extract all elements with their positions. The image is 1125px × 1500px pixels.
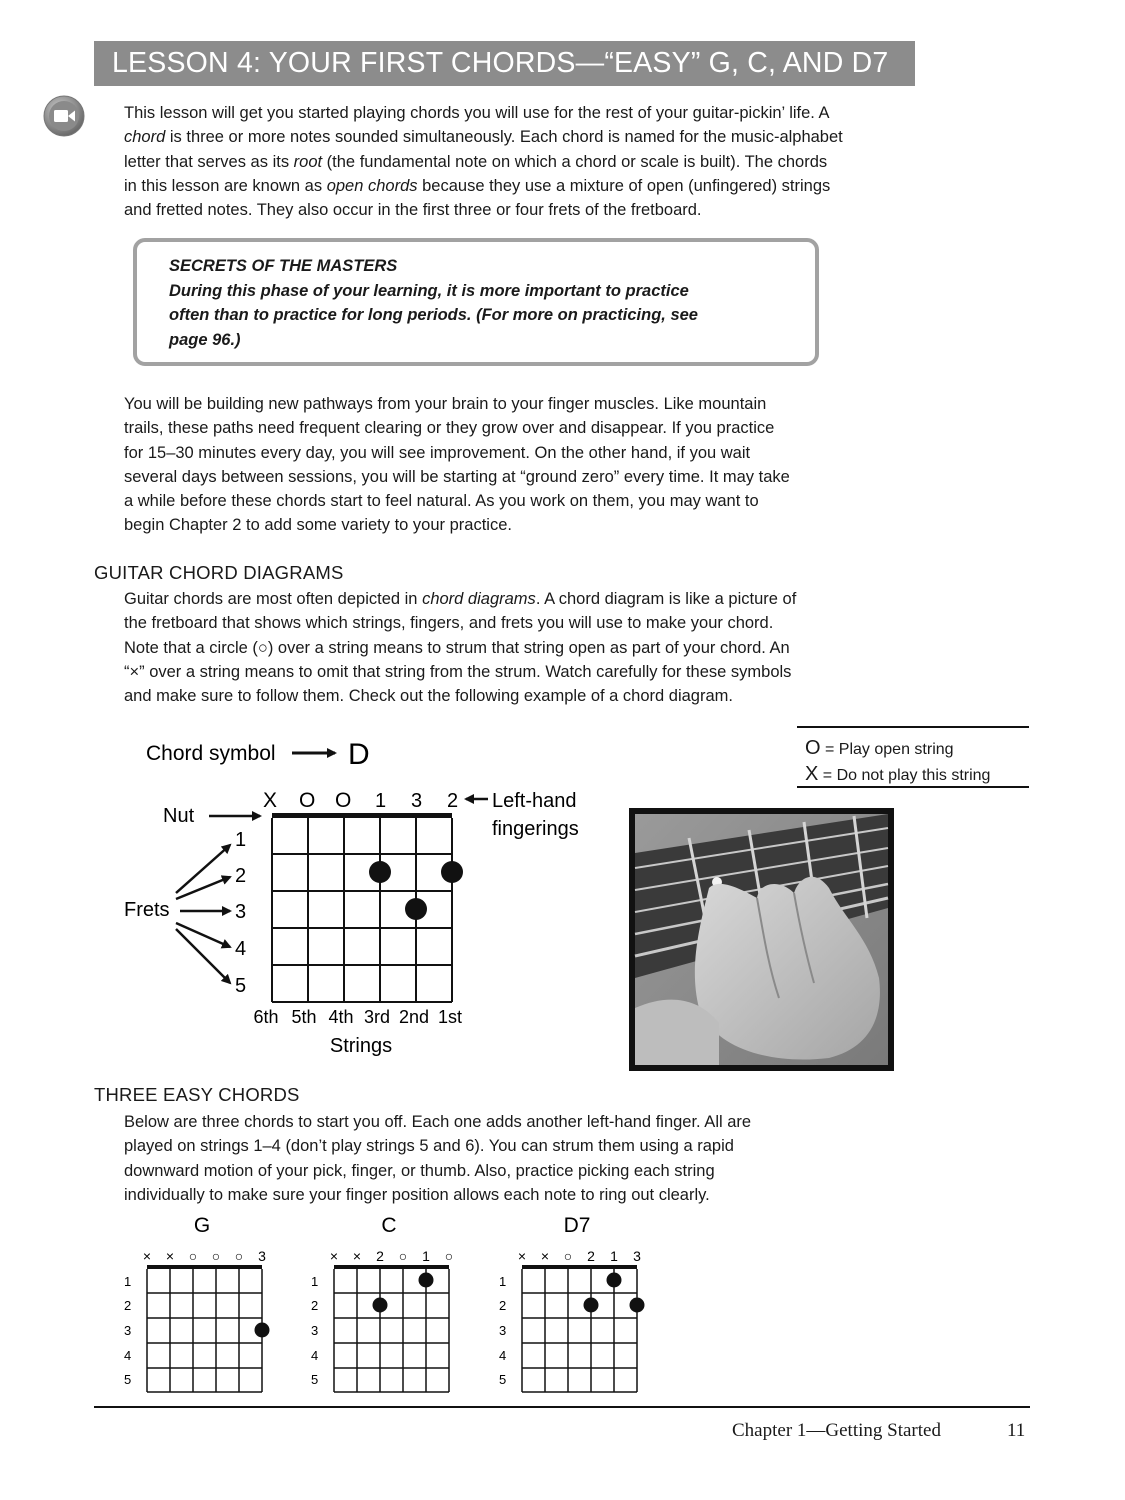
string-marker: × bbox=[517, 1248, 527, 1264]
fret-number: 5 bbox=[499, 1372, 507, 1387]
finger-dot bbox=[373, 1298, 388, 1313]
fret-number: 2 bbox=[499, 1298, 507, 1313]
text-span: letter that serves as its bbox=[124, 152, 294, 171]
footer-rule bbox=[94, 1406, 1030, 1408]
callout-title: SECRETS OF THE MASTERS bbox=[169, 257, 398, 275]
finger-dot bbox=[419, 1273, 434, 1288]
hand-on-fretboard-photo bbox=[629, 808, 894, 1071]
term: chord diagrams bbox=[422, 590, 536, 608]
fret-number: 1 bbox=[124, 1274, 132, 1289]
text-span: is three or more notes sounded simultaneously. Each chord is named for the music-alphabet bbox=[165, 128, 843, 147]
text-line: a while before these chords start to feel natural. As you work on them, you may want to bbox=[124, 492, 759, 511]
string-label: 4th bbox=[328, 1007, 354, 1027]
open-string-symbol: O bbox=[805, 737, 821, 759]
text-line: Note that a circle (○) over a string means to strum that string open as part of your chord. An bbox=[124, 638, 790, 657]
finger-dot bbox=[607, 1273, 622, 1288]
text-line: and fretted notes. They also occur in the first three or four frets of the fretboard. bbox=[124, 201, 702, 220]
text-line: individually to make sure your finger position allows each note to ring out clearly. bbox=[124, 1185, 710, 1204]
fret-number: 4 bbox=[499, 1348, 507, 1363]
strings-label: Strings bbox=[329, 1035, 393, 1057]
string-marker: 3 bbox=[633, 1248, 641, 1264]
string-marker: ○ bbox=[398, 1248, 408, 1264]
chord-name: C bbox=[381, 1214, 397, 1237]
legend-text: = Do not play this string bbox=[822, 767, 991, 784]
text-line: and make sure to follow them. Check out the following example of a chord diagram. bbox=[124, 687, 733, 706]
string-label: 3rd bbox=[363, 1007, 391, 1027]
nut-bar bbox=[272, 813, 452, 818]
fret-number: 2 bbox=[235, 865, 247, 887]
term: chord bbox=[124, 128, 166, 147]
finger-dot bbox=[584, 1298, 599, 1313]
string-marker: 3 bbox=[258, 1248, 266, 1264]
chord-diagram-d7 bbox=[490, 1210, 660, 1395]
chord-name: D7 bbox=[563, 1214, 591, 1237]
fret-number: 5 bbox=[311, 1372, 319, 1387]
legend-open-row bbox=[805, 736, 1029, 762]
fret-number: 3 bbox=[311, 1323, 319, 1338]
finger-number: 3 bbox=[411, 790, 423, 812]
finger-number: 2 bbox=[447, 790, 459, 812]
text-line bbox=[124, 587, 796, 611]
section-heading-chord-diagrams: GUITAR CHORD DIAGRAMS bbox=[94, 562, 344, 583]
string-marker: ○ bbox=[444, 1248, 454, 1264]
string-marker: ○ bbox=[211, 1248, 221, 1264]
fret-number: 3 bbox=[235, 901, 247, 923]
string-marker: × bbox=[329, 1248, 339, 1264]
callout-line: page 96.) bbox=[169, 330, 241, 349]
fret-number: 2 bbox=[311, 1298, 319, 1313]
text-line: begin Chapter 2 to add some variety to your practice. bbox=[124, 516, 512, 535]
string-marker: X bbox=[263, 789, 278, 812]
fret-arrow bbox=[176, 845, 230, 893]
video-camera-icon[interactable] bbox=[43, 95, 85, 137]
page-number: 11 bbox=[1007, 1420, 1026, 1441]
string-marker: O bbox=[335, 789, 352, 812]
string-marker: 2 bbox=[587, 1248, 595, 1264]
text-line: played on strings 1–4 (don’t play strings 5 and 6). You can strum them using a rapid bbox=[124, 1137, 734, 1156]
text-line: Below are three chords to start you off. Each one adds another left-hand finger. All are bbox=[124, 1113, 752, 1131]
left-hand-label: Left-hand bbox=[492, 790, 577, 812]
finger-dot bbox=[441, 861, 463, 883]
fret-number: 1 bbox=[311, 1274, 319, 1289]
chord-symbol-label: Chord symbol bbox=[146, 742, 276, 765]
text-span: . A chord diagram is like a picture of bbox=[535, 590, 797, 608]
fret-arrow bbox=[176, 923, 230, 947]
fret-number: 3 bbox=[124, 1323, 132, 1338]
string-marker: × bbox=[352, 1248, 362, 1264]
intro-paragraph bbox=[124, 101, 843, 222]
lesson-title: LESSON 4: YOUR FIRST CHORDS—“EASY” G, C, AND D7 bbox=[94, 41, 915, 86]
nut-label: Nut bbox=[163, 805, 195, 827]
term: root bbox=[293, 152, 323, 171]
text-line: trails, these paths need frequent clearing or they grow over and disappear. If you practice bbox=[124, 419, 775, 438]
left-hand-label: fingerings bbox=[492, 818, 579, 840]
string-marker: 1 bbox=[422, 1248, 430, 1264]
text-line: You will be building new pathways from your brain to your finger muscles. Like mountain bbox=[124, 395, 767, 413]
legend-mute-row bbox=[805, 762, 1029, 788]
string-label: 5th bbox=[291, 1007, 317, 1027]
finger-dot bbox=[255, 1323, 270, 1338]
string-marker: 2 bbox=[376, 1248, 384, 1264]
fret-number: 1 bbox=[235, 829, 247, 851]
string-label: 1st bbox=[437, 1007, 463, 1027]
finger-dot bbox=[630, 1298, 645, 1313]
fretboard-grid bbox=[147, 1265, 262, 1392]
mute-string-symbol: X bbox=[805, 763, 819, 785]
callout-line: During this phase of your learning, it is more important to practice bbox=[169, 281, 689, 300]
text-span: in this lesson are known as bbox=[124, 176, 327, 195]
section-heading-three-chords: THREE EASY CHORDS bbox=[94, 1084, 300, 1105]
text-span: (the fundamental note on which a chord or scale is built). The chords bbox=[322, 152, 828, 171]
text-line: downward motion of your pick, finger, or thumb. Also, practice picking each string bbox=[124, 1161, 715, 1180]
callout-line: often than to practice for long periods. (For more on practicing, see bbox=[169, 306, 698, 324]
fret-number: 4 bbox=[311, 1348, 319, 1363]
text-line bbox=[124, 150, 843, 174]
chord-name: G bbox=[193, 1214, 211, 1237]
string-marker: × bbox=[165, 1248, 175, 1264]
text-line: the fretboard that shows which strings, fingers, and frets you will use to make your chord. bbox=[124, 614, 774, 633]
practice-paragraph bbox=[124, 392, 790, 538]
fret-number: 4 bbox=[235, 938, 247, 960]
fret-number: 3 bbox=[499, 1323, 507, 1338]
string-marker: ○ bbox=[234, 1248, 244, 1264]
string-marker: ○ bbox=[188, 1248, 198, 1264]
string-label: 2nd bbox=[398, 1007, 430, 1027]
text-span: because they use a mixture of open (unfingered) strings bbox=[417, 176, 831, 195]
text-line: This lesson will get you started playing chords you will use for the rest of your guitar-pickin’ life. A bbox=[124, 104, 830, 122]
text-span: Guitar chords are most often depicted in bbox=[124, 590, 423, 608]
string-marker: × bbox=[540, 1248, 550, 1264]
string-marker: O bbox=[299, 789, 316, 812]
chord-name: D bbox=[348, 738, 370, 771]
fret-number: 4 bbox=[124, 1348, 132, 1363]
fret-number: 1 bbox=[499, 1274, 507, 1289]
fret-arrow bbox=[176, 877, 230, 899]
fret-number: 2 bbox=[124, 1298, 132, 1313]
fret-arrow bbox=[176, 929, 230, 983]
text-line: several days between sessions, you will be starting at “ground zero” every time. It may take bbox=[124, 467, 790, 486]
chord-diagram-g bbox=[115, 1210, 285, 1395]
string-marker: × bbox=[142, 1248, 152, 1264]
finger-dot bbox=[369, 861, 391, 883]
finger-number: 1 bbox=[375, 790, 387, 812]
text-line bbox=[124, 125, 843, 149]
string-label: 6th bbox=[253, 1007, 279, 1027]
legend-text: = Play open string bbox=[825, 741, 954, 758]
frets-label: Frets bbox=[124, 899, 170, 921]
footer-chapter: Chapter 1—Getting Started bbox=[732, 1420, 941, 1441]
text-line: for 15–30 minutes every day, you will see improvement. On the other hand, if you wait bbox=[124, 443, 751, 462]
secrets-callout bbox=[133, 238, 819, 366]
fret-number: 5 bbox=[124, 1372, 132, 1387]
string-marker: 1 bbox=[610, 1248, 618, 1264]
symbol-legend bbox=[797, 726, 1029, 788]
example-chord-diagram bbox=[110, 725, 600, 1065]
chord-diagrams-paragraph bbox=[124, 587, 796, 708]
text-line bbox=[124, 174, 843, 198]
three-chords-paragraph bbox=[124, 1110, 751, 1207]
string-marker: ○ bbox=[563, 1248, 573, 1264]
fret-number: 5 bbox=[235, 975, 247, 997]
finger-dot bbox=[405, 898, 427, 920]
chord-diagram-c bbox=[302, 1210, 472, 1395]
text-line: “×” over a string means to omit that string from the strum. Watch carefully for these symbols bbox=[124, 662, 792, 681]
term: open chords bbox=[326, 176, 418, 195]
